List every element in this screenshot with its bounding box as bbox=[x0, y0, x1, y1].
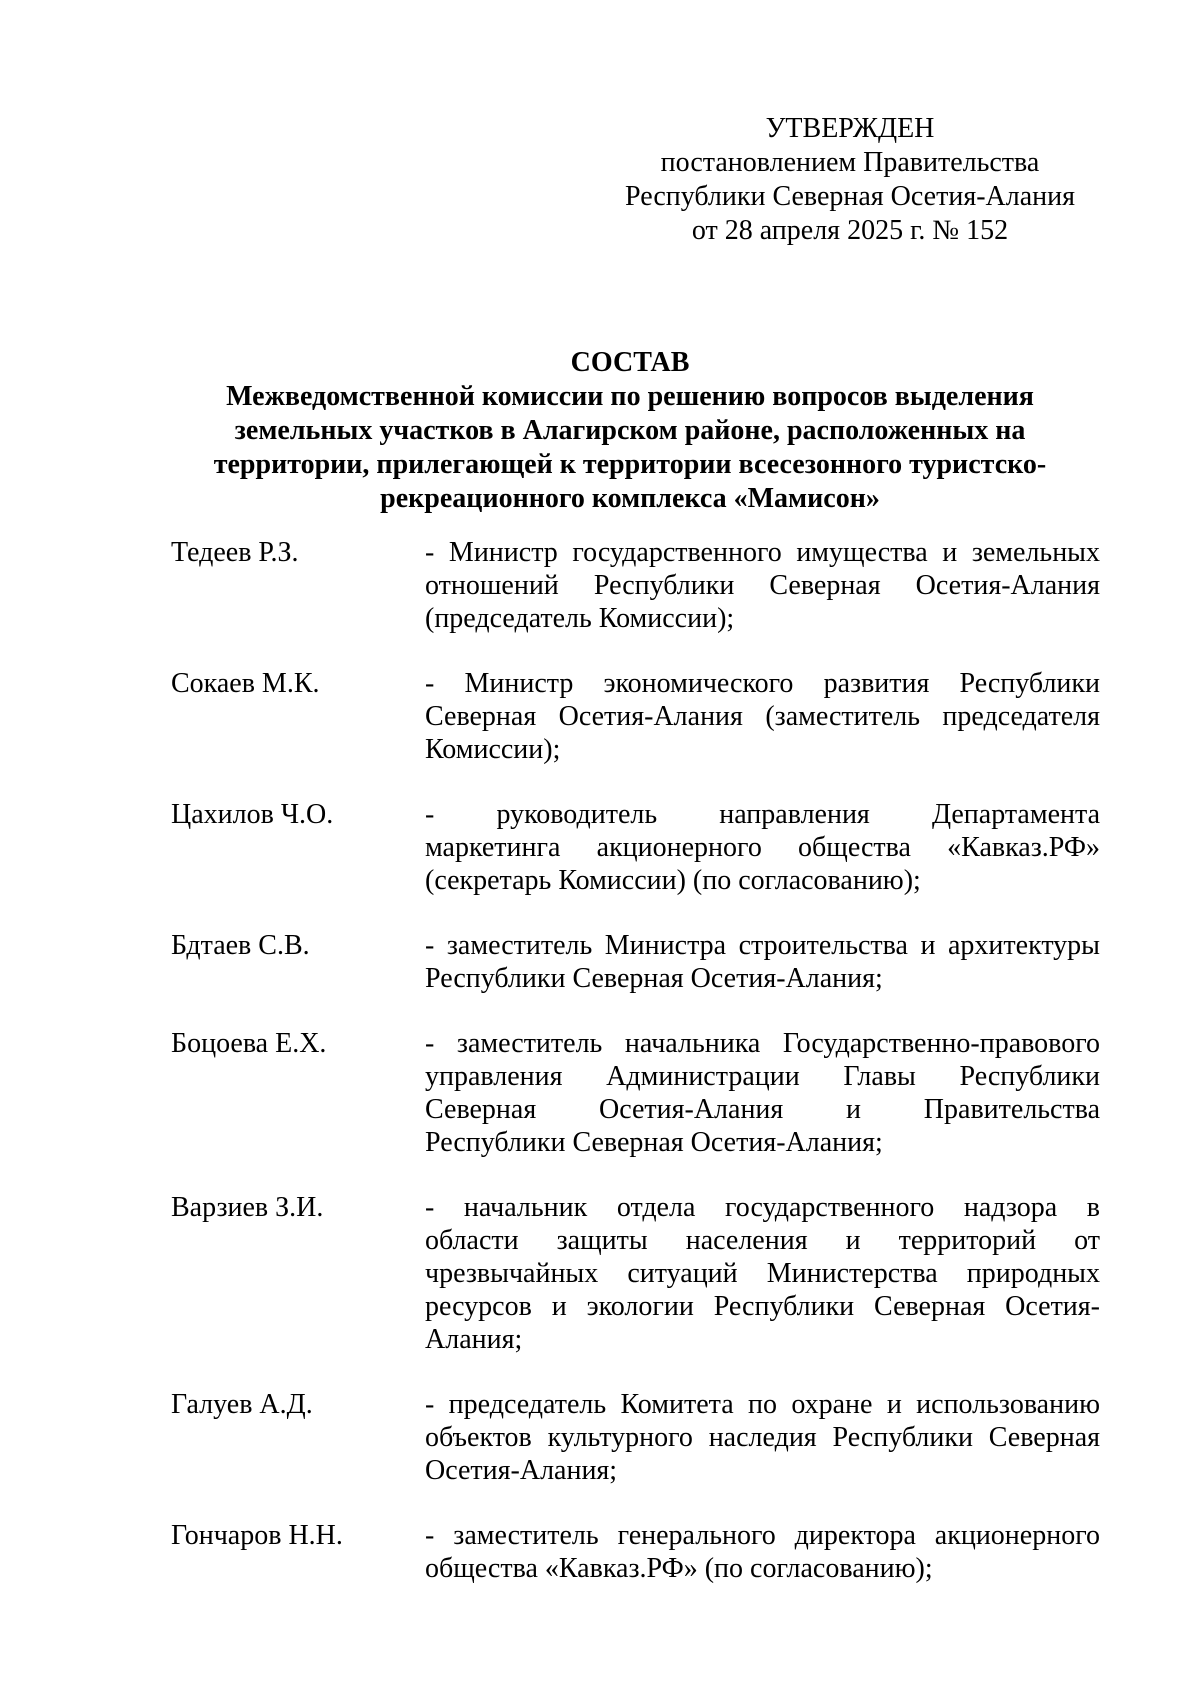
role-line: (председатель Комиссии); bbox=[425, 603, 735, 634]
member-role bbox=[425, 667, 1100, 766]
role-line: - председатель Комитета по охране и использованию bbox=[425, 1389, 1100, 1420]
member-entry bbox=[171, 667, 1100, 766]
member-role bbox=[425, 1388, 1100, 1487]
title-line: рекреационного комплекса «Мамисон» bbox=[380, 483, 880, 514]
role-line: Республики Северная Осетия-Алания; bbox=[425, 1127, 883, 1158]
role-line: маркетинга акционерного общества «Кавказ.РФ» bbox=[425, 832, 1100, 863]
role-line: Осетия-Алания; bbox=[425, 1455, 618, 1486]
role-line: - начальник отдела государственного надзора в bbox=[425, 1192, 1100, 1223]
member-name: Боцоева Е.Х. bbox=[171, 1028, 327, 1059]
role-line: (секретарь Комиссии) (по согласованию); bbox=[425, 865, 921, 896]
member-entry bbox=[171, 929, 1100, 995]
role-line: Комиссии); bbox=[425, 734, 561, 765]
role-line: - руководитель направления Департамента bbox=[425, 799, 1100, 830]
role-line: - Министр экономического развития Республики bbox=[425, 668, 1100, 699]
member-entry bbox=[171, 1191, 1100, 1356]
role-line: - заместитель Министра строительства и архитектуры bbox=[425, 930, 1100, 961]
title-line: Межведомственной комиссии по решению вопросов выделения bbox=[226, 381, 1034, 412]
member-role bbox=[425, 798, 1100, 897]
title-heading: СОСТАВ bbox=[570, 347, 690, 378]
member-name: Варзиев З.И. bbox=[171, 1192, 324, 1223]
role-line: - заместитель генерального директора акционерного bbox=[425, 1520, 1100, 1551]
approval-heading: УТВЕРЖДЕН bbox=[765, 113, 935, 144]
role-line: общества «Кавказ.РФ» (по согласованию); bbox=[425, 1553, 933, 1584]
member-name: Сокаев М.К. bbox=[171, 668, 320, 699]
member-role bbox=[425, 1027, 1100, 1159]
role-line: ресурсов и экологии Республики Северная Осетия- bbox=[425, 1291, 1100, 1322]
role-line: области защиты населения и территорий от bbox=[425, 1225, 1100, 1256]
member-entry bbox=[171, 1519, 1100, 1585]
members-list bbox=[171, 536, 1100, 1617]
member-entry bbox=[171, 1027, 1100, 1159]
member-entry bbox=[171, 798, 1100, 897]
member-name: Бдтаев С.В. bbox=[171, 930, 310, 961]
role-line: - заместитель начальника Государственно-правового bbox=[425, 1028, 1100, 1059]
member-role bbox=[425, 536, 1100, 635]
role-line: отношений Республики Северная Осетия-Алания bbox=[425, 570, 1100, 601]
member-name: Гончаров Н.Н. bbox=[171, 1520, 343, 1551]
approval-line: постановлением Правительства bbox=[660, 147, 1040, 178]
title-line: земельных участков в Алагирском районе, расположенных на bbox=[234, 415, 1026, 446]
member-entry bbox=[171, 536, 1100, 635]
member-role bbox=[425, 929, 1100, 995]
member-entry bbox=[171, 1388, 1100, 1487]
member-name: Галуев А.Д. bbox=[171, 1389, 313, 1420]
member-role bbox=[425, 1191, 1100, 1356]
role-line: чрезвычайных ситуаций Министерства природных bbox=[425, 1258, 1100, 1289]
approval-stamp bbox=[600, 112, 1100, 248]
title-line: территории, прилегающей к территории всесезонного туристско- bbox=[213, 449, 1047, 480]
role-line: Республики Северная Осетия-Алания; bbox=[425, 963, 883, 994]
role-line: Северная Осетия-Алания и Правительства bbox=[425, 1094, 1100, 1125]
approval-date: от 28 апреля 2025 г. № 152 bbox=[691, 215, 1009, 246]
role-line: Северная Осетия-Алания (заместитель председателя bbox=[425, 701, 1100, 732]
document-title bbox=[160, 346, 1100, 516]
member-name: Цахилов Ч.О. bbox=[171, 799, 334, 830]
role-line: - Министр государственного имущества и земельных bbox=[425, 537, 1100, 568]
role-line: объектов культурного наследия Республики Северная bbox=[425, 1422, 1100, 1453]
member-role bbox=[425, 1519, 1100, 1585]
approval-line: Республики Северная Осетия-Алания bbox=[625, 181, 1075, 212]
role-line: Алания; bbox=[425, 1324, 523, 1355]
role-line: управления Администрации Главы Республики bbox=[425, 1061, 1100, 1092]
member-name: Тедеев Р.З. bbox=[171, 537, 299, 568]
